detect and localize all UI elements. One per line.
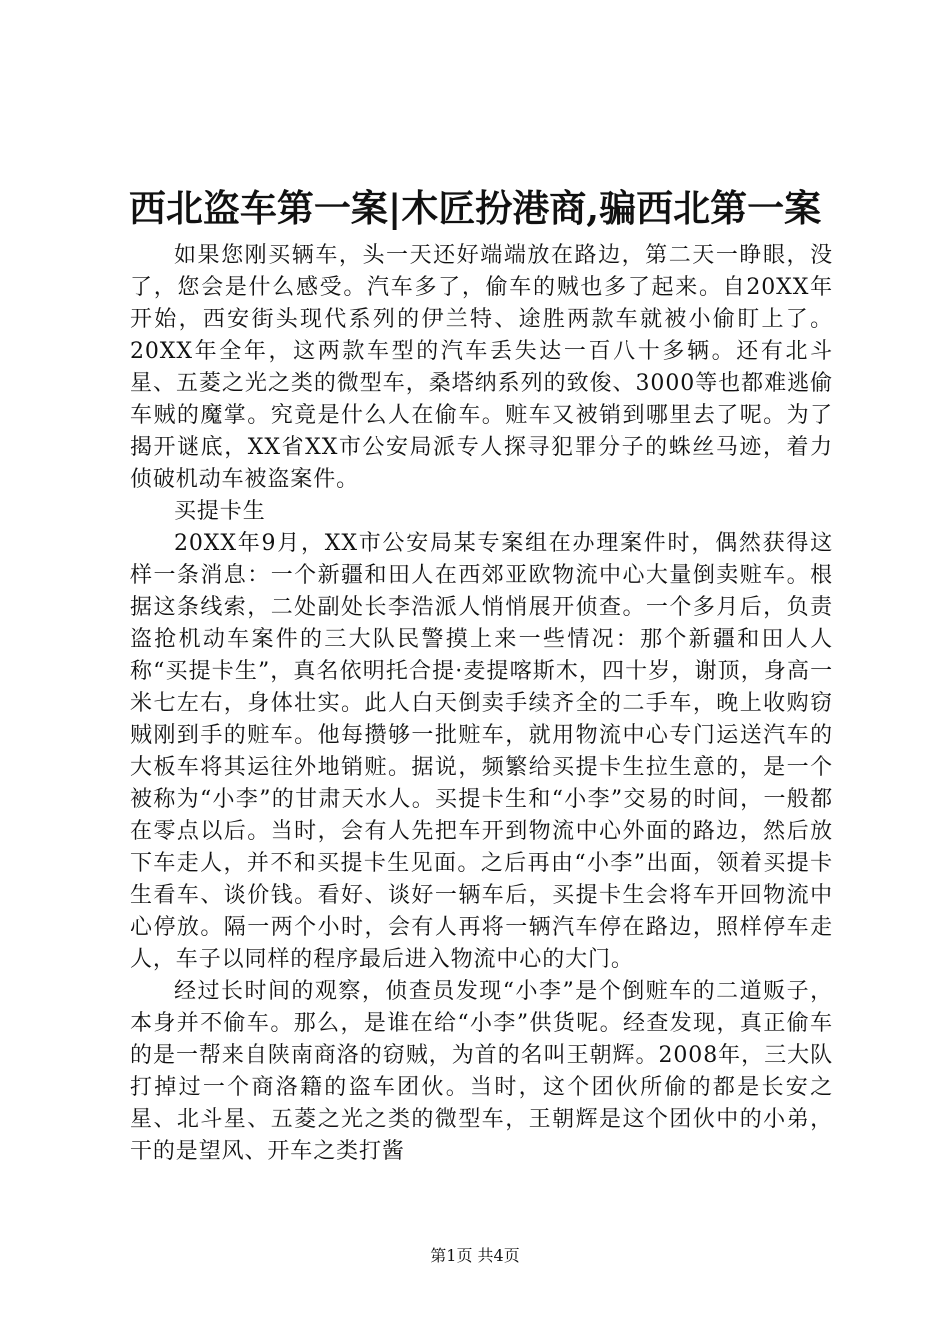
paragraph-investigation: 20XX年9月，XX市公安局某专案组在办理案件时，偶然获得这样一条消息：一个新疆和田人在西郊亚欧物流中心大量倒卖赃车。根据这条线索，二处副处长李浩派人悄悄展开侦查。一个多月后，负责盗抢机动车案件的三大队民警摸上来一些情况：那个新疆和田人人称“买提卡生”，真名依明托合提·麦提喀斯木，四十岁，谢顶，身高一米七左右，身体壮实。此人白天倒卖手续齐全的二手车，晚上收购窃贼刚到手的赃车。他每攒够一批赃车，就用物流中心专门运送汽车的大板车将其运往外地销赃。据说，频繁给买提卡生拉生意的，是一个被称为“小李”的甘肃天水人。买提卡生和“小李”交易的时间，一般都在零点以后。当时，会有人先把车开到物流中心外面的路边，然后放下车走人，并不和买提卡生见面。之后再由“小李”出面，领着买提卡生看车、谈价钱。看好、谈好一辆车后，买提卡生会将车开回物流中心停放。隔一两个小时，会有人再将一辆汽车停在路边，照样停车走人，车子以同样的程序最后进入物流中心的大门。 (130, 531, 833, 972)
paragraph-intro: 如果您刚买辆车，头一天还好端端放在路边，第二天一睁眼，没了，您会是什么感受。汽车多了，偷车的贼也多了起来。自20XX年开始，西安街头现代系列的伊兰特、途胜两款车就被小偷盯上了。20XX年全年，这两款车型的汽车丢失达一百八十多辆。还有北斗星、五菱之光之类的微型车，桑塔纳系列的致俊、3000等也都难逃偷车贼的魔掌。究竟是什么人在偷车。赃车又被销到哪里去了呢。为了揭开谜底，XX省XX市公安局派专人探寻犯罪分子的蛛丝马迹，着力侦破机动车被盗案件。 (130, 243, 833, 492)
document-body (130, 240, 833, 1168)
paragraph-observation: 经过长时间的观察，侦查员发现“小李”是个倒赃车的二道贩子，本身并不偷车。那么，是谁在给“小李”供货呢。经查发现，真正偷车的是一帮来自陕南商洛的窃贼，为首的名叫王朝辉。2008年，三大队打掉过一个商洛籍的盗车团伙。当时，这个团伙所偷的都是长安之星、北斗星、五菱之光之类的微型车，王朝辉是这个团伙中的小弟，干的是望风、开车之类打酱 (130, 979, 833, 1164)
document-title: 西北盗车第一案|木匠扮港商,骗西北第一案 (128, 186, 822, 230)
section-heading: 买提卡生 (174, 499, 266, 524)
page-footer: 第1页 共4页 (430, 1246, 520, 1265)
